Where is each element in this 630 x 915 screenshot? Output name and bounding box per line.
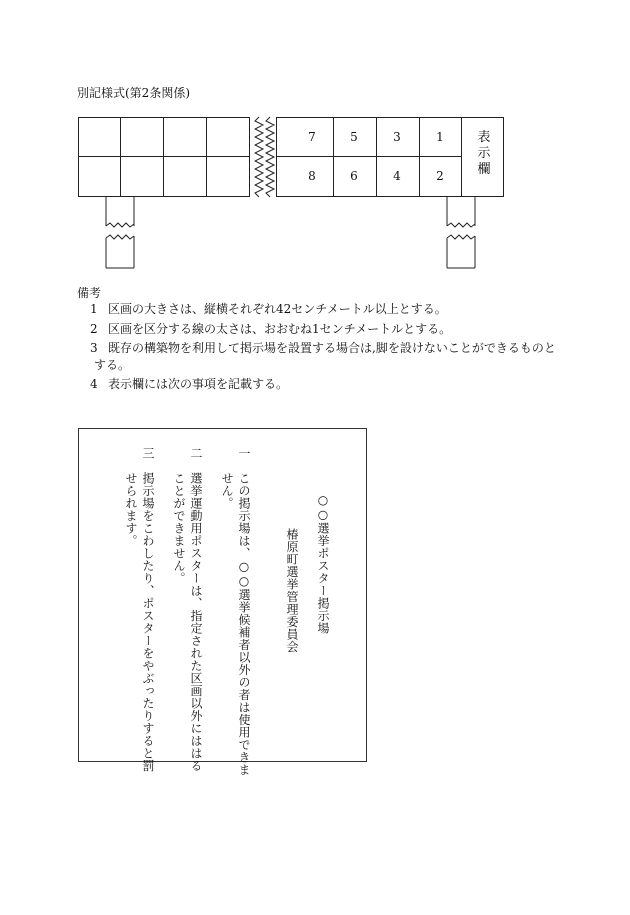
section-number: 2 [436,169,444,183]
notice-title: ○○選挙ポスター掲示場 [316,493,330,635]
remark-item [90,375,288,392]
right-board-divider [333,117,334,197]
section-number: 1 [436,130,444,144]
notice-item-number: 三 [141,447,155,460]
notice-board-example [78,428,367,776]
right-board-divider [419,117,420,197]
notice-issuer: 椿原町選挙管理委員会 [285,528,299,653]
right-board-midline [276,156,461,157]
right-board-frame [276,117,504,197]
section-number: 3 [393,130,401,144]
left-board-divider [249,117,250,197]
break-mark-icon [254,115,276,199]
left-board-frame [78,117,250,197]
section-number: 6 [350,169,358,183]
notice-item-continuation: ことができません。 [172,472,186,585]
notice-item [189,447,203,772]
notice-item-continuation: せられます。 [124,472,138,547]
remark-number: 1 [90,302,98,316]
section-number: 7 [308,130,316,144]
remark-item [90,339,556,356]
left-board-divider [206,117,207,197]
remark-text: 既存の構築物を利用して掲示場を設置する場合は,脚を設けないことができるものと [108,341,556,355]
right-leg-icon [444,196,478,270]
notice-item-text: 選挙運動用ポスターは、指定された区画以外にははる [189,472,203,772]
remark-text: 区画の大きさは、縦横それぞれ42センチメートル以上とする。 [108,302,447,316]
remark-continuation: する。 [94,358,131,372]
notice-item-number: 一 [237,447,251,460]
remark-item [90,300,447,317]
remark-text: 区画を区分する線の太さは、おおむね1センチメートルとする。 [108,322,452,336]
remark-text: 表示欄には次の事項を記載する。 [108,377,289,391]
page-title: 別記様式(第2条関係) [77,86,190,100]
notice-item-text: この掲示場は、○○選挙候補者以外の者は使用できま [237,472,251,776]
notice-item [141,447,155,772]
right-board-divider [376,117,377,197]
right-board-divider [461,117,462,197]
left-board-divider [120,117,121,197]
remark-number: 3 [90,341,98,355]
left-leg-icon [103,196,137,270]
notice-item-text: 掲示場をこわしたり、ポスターをやぶったりすると罰 [141,472,155,772]
display-column-label: 表示欄 [477,130,491,177]
notice-item [237,447,251,776]
notice-item-number: 二 [189,447,203,460]
remarks-heading: 備考 [77,286,102,300]
notice-item-continuation: せん。 [220,472,234,510]
section-number: 5 [350,130,358,144]
remark-number: 4 [90,377,98,391]
left-board-midline [78,156,250,157]
left-board-divider [163,117,164,197]
section-number: 4 [393,169,401,183]
remark-item [90,320,451,337]
remark-number: 2 [90,322,98,336]
section-number: 8 [308,169,316,183]
